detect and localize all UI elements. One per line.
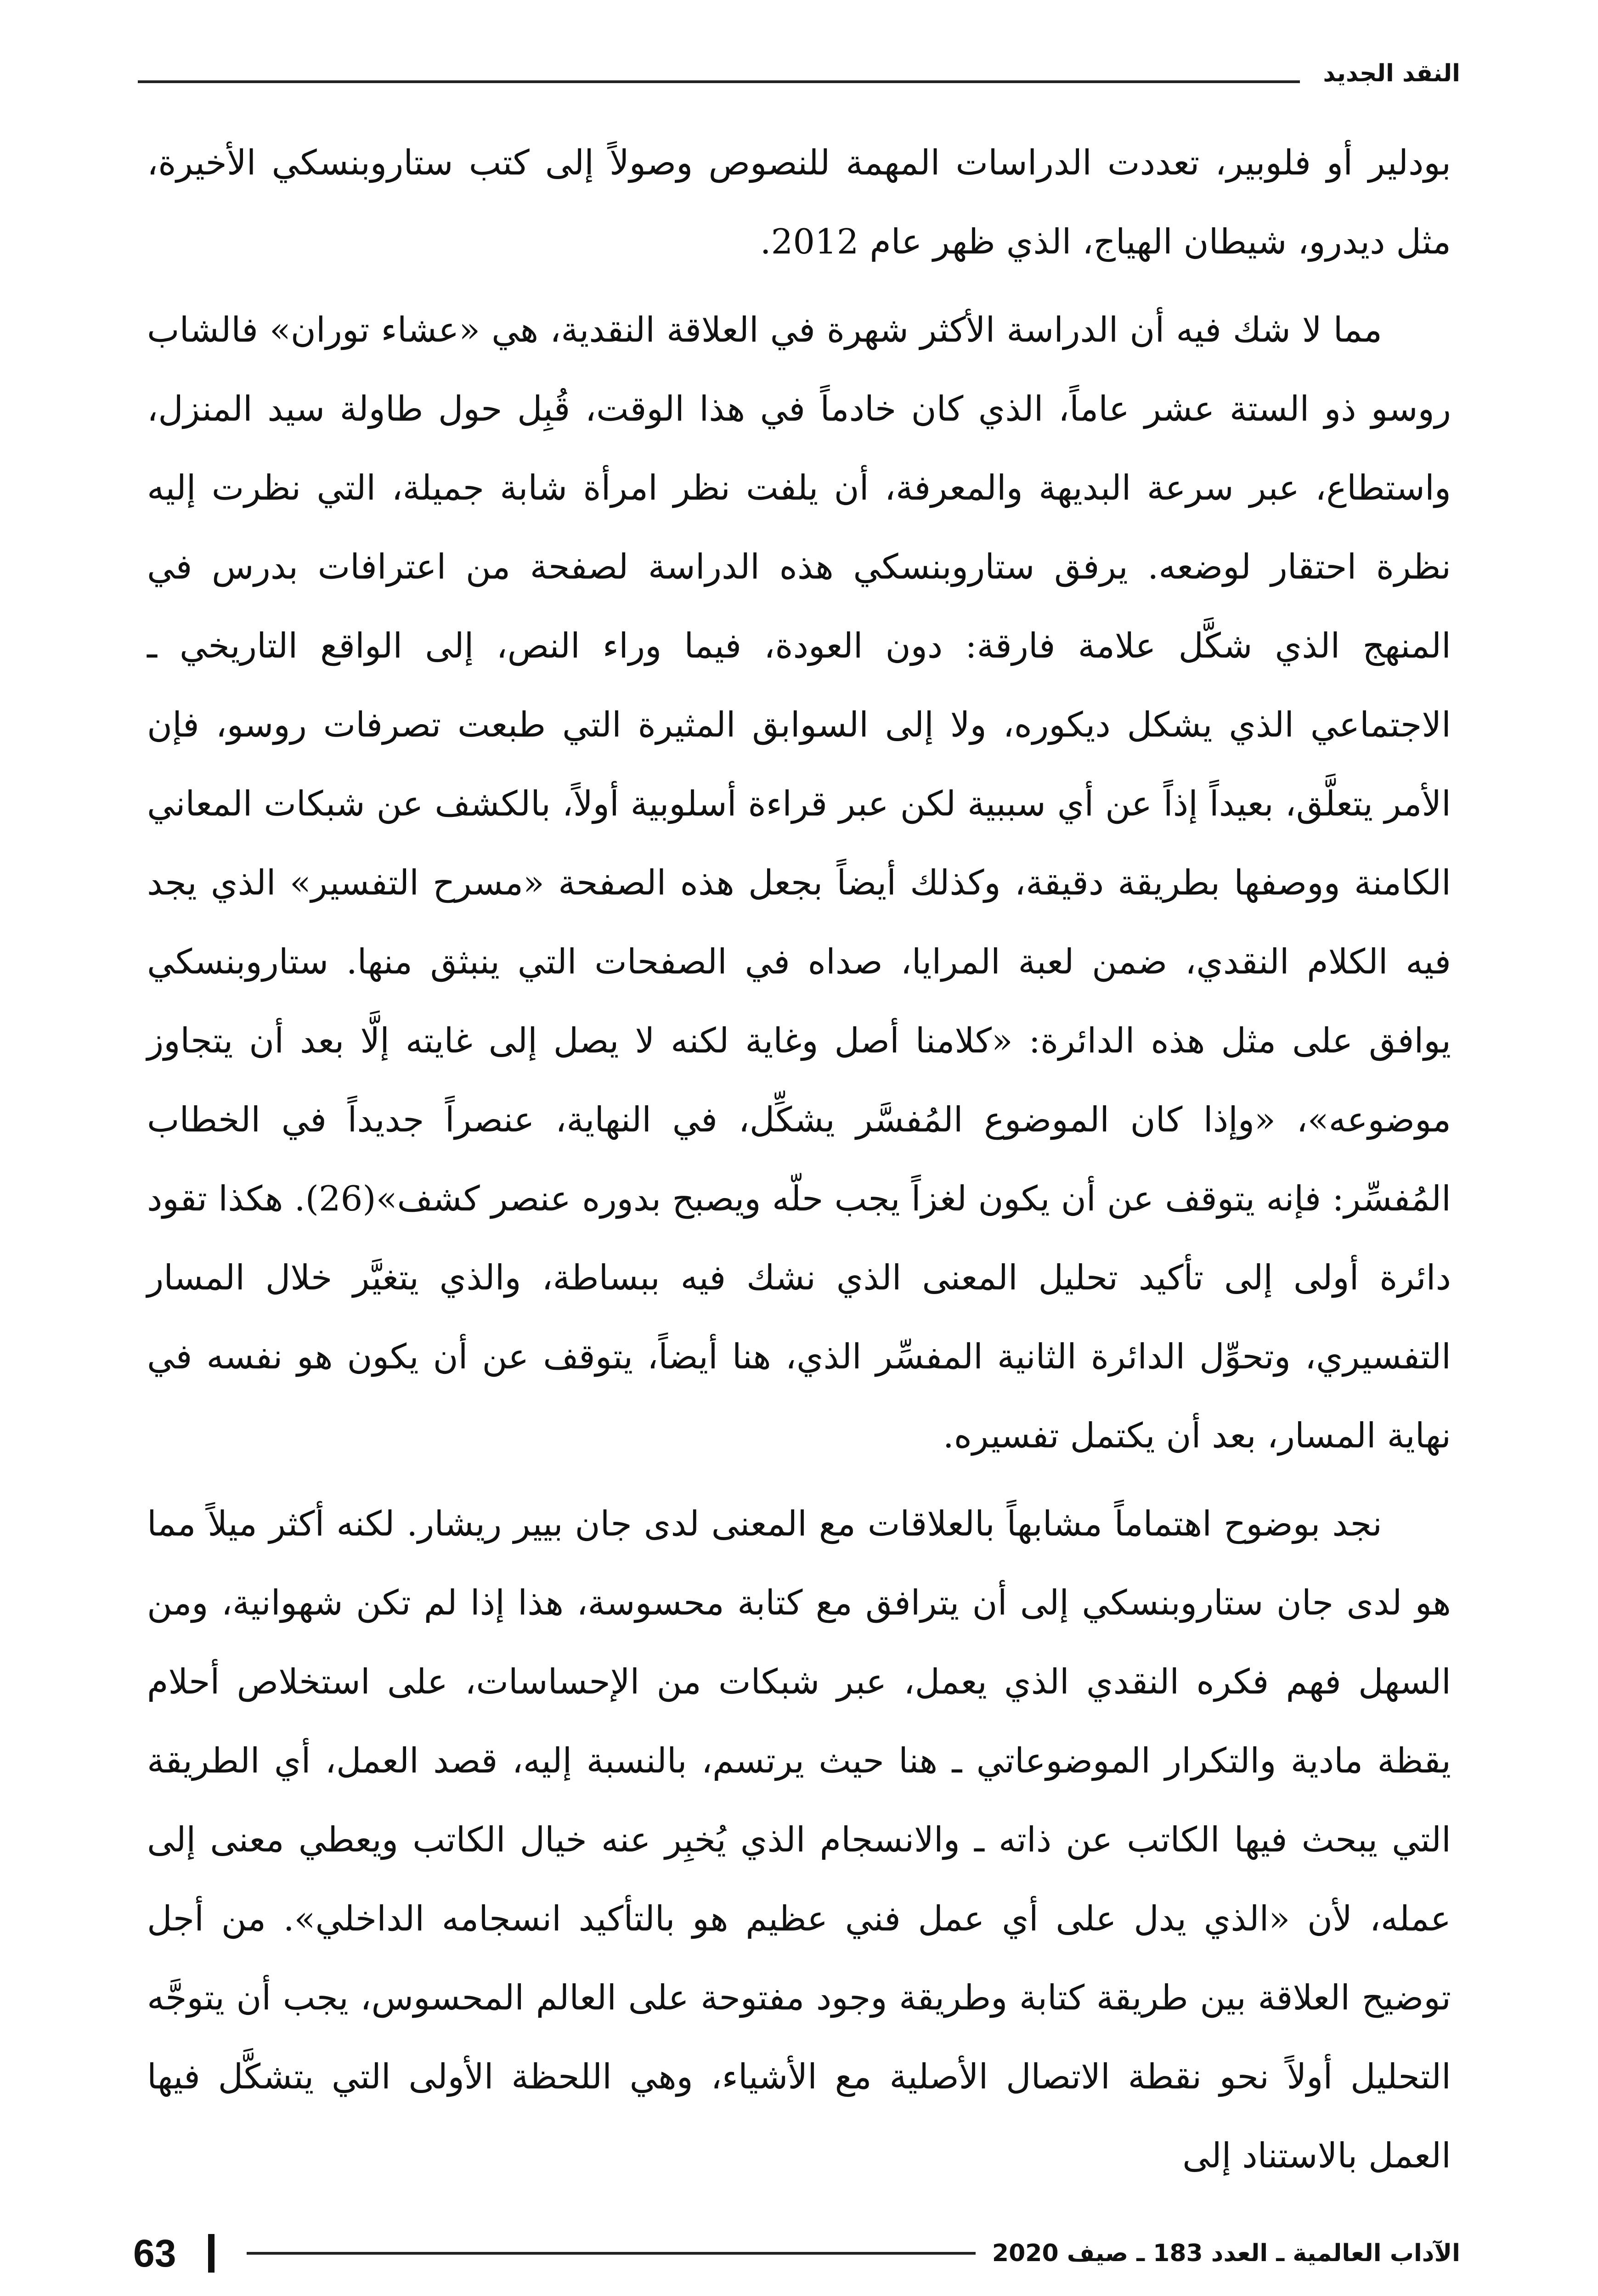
article-body [147, 123, 1451, 2204]
footer-rule [247, 2252, 975, 2255]
paragraph-2: مما لا شك فيه أن الدراسة الأكثر شهرة في العلاقة النقدية، هي «عشاء توران» فالشاب روسو ذو الستة عشر عاماً، الذي كان خادماً في هذا الوقت، قُبِل حول طاولة سيد المنزل، واستطاع، عبر سرعة البديهة والمعرفة، أن يلفت نظر امرأة شابة جميلة، التي نظرت إليه نظرة احتقار لوضعه. يرفق ستاروبنسكي هذه الدراسة لصفحة من اعترافات بدرس في المنهج الذي شكَّل علامة فارقة: دون العودة، فيما وراء النص، إلى الواقع التاريخي ـ الاجتماعي الذي يشكل ديكوره، ولا إلى السوابق المثيرة التي طبعت تصرفات روسو، فإن الأمر يتعلَّق، بعيداً إذاً عن أي سببية لكن عبر قراءة أسلوبية أولاً، بالكشف عن شبكات المعاني الكامنة ووصفها بطريقة دقيقة، وكذلك أيضاً بجعل هذه الصفحة «مسرح التفسير» الذي يجد فيه الكلام النقدي، ضمن لعبة المرايا، صداه في الصفحات التي ينبثق منها. ستاروبنسكي يوافق على مثل هذه الدائرة: «كلامنا أصل وغاية لكنه لا يصل إلى غايته إلَّا بعد أن يتجاوز موضوعه»، «وإذا كان الموضوع المُفسَّر يشكِّل، في النهاية، عنصراً جديداً في الخطاب المُفسِّر: فإنه يتوقف عن أن يكون لغزاً يجب حلّه ويصبح بدوره عنصر كشف»(26). هكذا تقود دائرة أولى إلى تأكيد تحليل المعنى الذي نشك فيه ببساطة، والذي يتغيَّر خلال المسار التفسيري، وتحوِّل الدائرة الثانية المفسِّر الذي، هنا أيضاً، يتوقف عن أن يكون هو نفسه في نهاية المسار، بعد أن يكتمل تفسيره. [147, 310, 1451, 1456]
footer-separator-bar [208, 2234, 215, 2273]
journal-section-title: النقد الجديد [1323, 60, 1460, 87]
page-header [138, 46, 1460, 101]
page-number: 63 [133, 2231, 176, 2275]
page-footer [133, 2228, 1460, 2279]
issue-info: الآداب العالمية ـ العدد 183 ـ صيف 2020 [992, 2240, 1460, 2267]
paragraph-3: نجد بوضوح اهتماماً مشابهاً بالعلاقات مع المعنى لدى جان بيير ريشار. لكنه أكثر ميلاً مما هو لدى جان ستاروبنسكي إلى أن يترافق مع كتابة محسوسة، هذا إذا لم تكن شهوانية، ومن السهل فهم فكره النقدي الذي يعمل، عبر شبكات من الإحساسات، على استخلاص أحلام يقظة مادية والتكرار الموضوعاتي ـ هنا حيث يرتسم، بالنسبة إليه، قصد العمل، أي الطريقة التي يبحث فيها الكاتب عن ذاته ـ والانسجام الذي يُخبِر عنه خيال الكاتب ويعطي معنى إلى عمله، لأن «الذي يدل على أي عمل فني عظيم هو بالتأكيد انسجامه الداخلي». من أجل توضيح العلاقة بين طريقة كتابة وطريقة وجود مفتوحة على العالم المحسوس، يجب أن يتوجَّه التحليل أولاً نحو نقطة الاتصال الأصلية مع الأشياء، وهي اللحظة الأولى التي يتشكَّل فيها العمل بالاستناد إلى [147, 1503, 1451, 2176]
paragraph-1: بودلير أو فلوبير، تعددت الدراسات المهمة للنصوص وصولاً إلى كتب ستاروبنسكي الأخيرة، مثل ديدرو، شيطان الهياج، الذي ظهر عام 2012. [147, 142, 1451, 262]
header-rule [138, 80, 1300, 83]
